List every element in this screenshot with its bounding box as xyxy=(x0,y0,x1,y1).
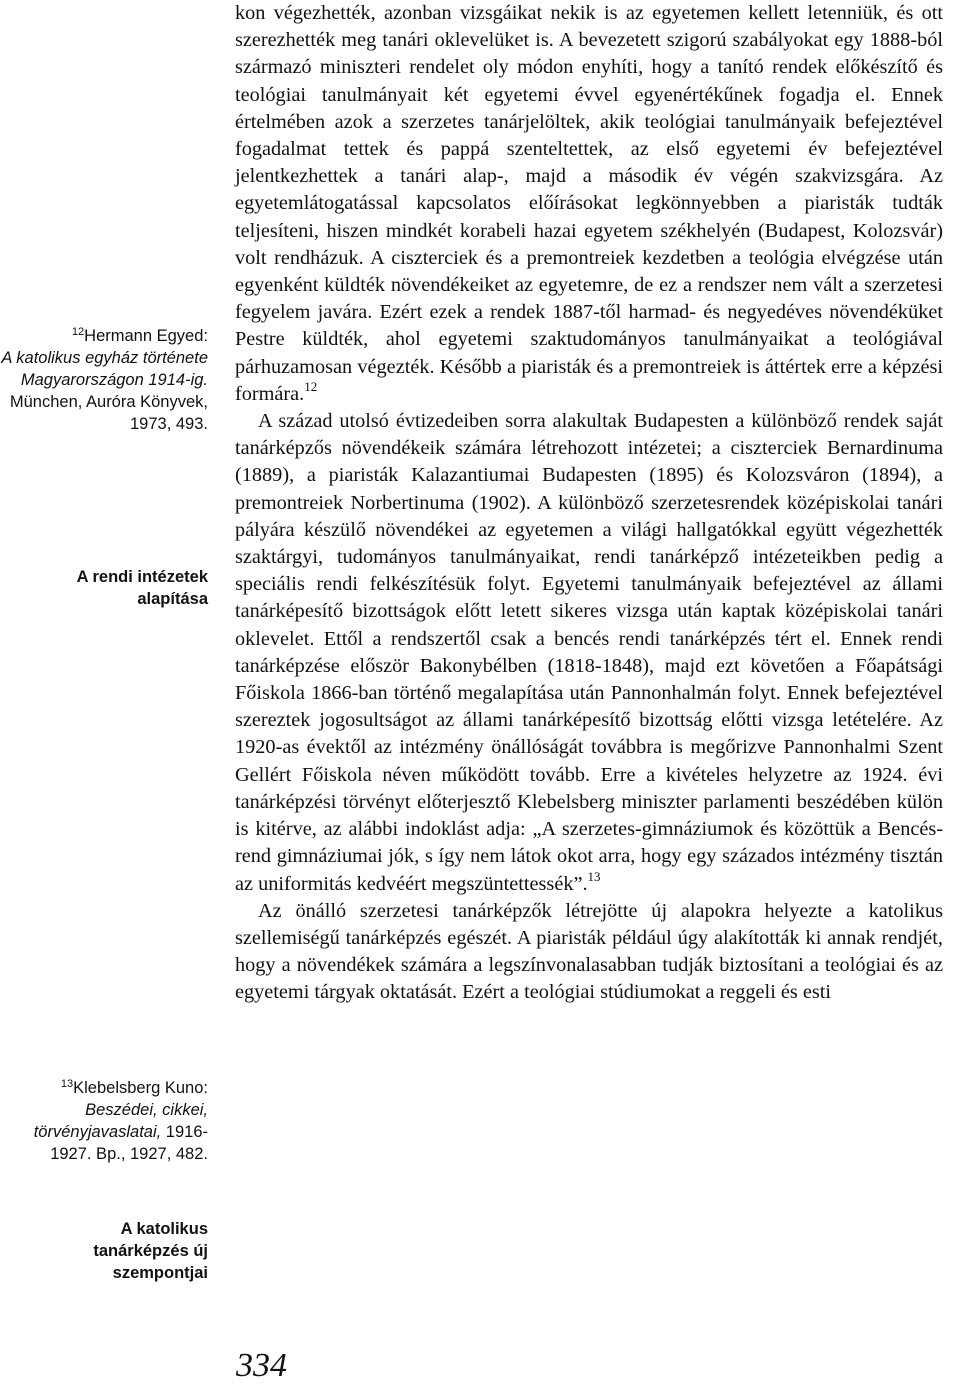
margin-heading-institutes: A rendi intézetek alapítása xyxy=(76,568,208,608)
footnote-title: A katolikus egyház története Magyarországon 1914-ig. xyxy=(1,349,208,389)
paragraph-1 xyxy=(235,0,943,408)
footnote-number: 13 xyxy=(60,1078,74,1090)
paragraph-3 xyxy=(235,898,943,1007)
paragraph-text: A század utolsó évtizedeiben sorra alakultak Budapesten a különböző rendek saját tanárképzős növendékeik számára létrehozott intézetei; a ciszterciek Bernardinuma (1889), a piaristák Kalazantiumai Budapesten (1895) és Kolozsváron (1894), a premontreiek Norbertinuma (1902). A különböző szerzetesrendek középiskolai tanári pályára készülő növendékei az egyetemen a világi hallgatókkal együtt végezhették szaktárgyi, tudományos tanulmányaikat, rendi tanárképző intézeteikben pedig a speciális rendi felkészítésük folyt. Egyetemi tanulmányaik befejeztével az állami tanárképesítő bizottságok előtt letett sikeres vizsga után kaptak középiskolai tanári oklevelet. Ettől a rendszertől csak a bencés rendi tanárképzés tért el. Ennek rendi tanárképzése először Bakonybélben (1818-1848), majd ezt követően a Főapátsági Főiskola 1866-ban történő megalapítása után Pannonhalmán folyt. Ennek befejeztével szereztek jogosultságot az állami tanárképesítő bizottság előtti vizsga letételére. Az 1920-as évektől az intézmény önállóságát továbbra is megőrizve Pannonhalmi Szent Gellért Főiskola néven működött tovább. Erre a kivételes helyzetre az 1924. évi tanárképzési törvényt előterjesztő Klebelsberg miniszter parlamenti beszédében külön is kitérve, az alábbi indoklást adja: „A szerzetes-gimnáziumok és közöttük a Bencés-rend gimnáziumai jók, s így nem látok okot arra, hogy egy százados intézmény tisztán az uniformitás kedvéért megszüntettessék”. xyxy=(235,410,943,895)
paragraph-text: Az önálló szerzetesi tanárképzők létrejötte új alapokra helyezte a katolikus szellemiségű tanárképzés egészét. A piaristák például úgy alakították ki annak rendjét, hogy a növendékek számára a legszínvonalasabban tudják biztosítani a teológiai és az egyetemi tárgyak oktatását. Ezért a teológiai stúdiumokat a reggeli és esti xyxy=(235,899,943,1004)
paragraph-2 xyxy=(235,408,943,898)
paragraph-text: kon végezhették, azonban vizsgáikat nekik is az egyetemen kellett letenniük, és ott szerezhették meg tanári oklevelüket is. A bevezetett szigorú szabályokat egy 1888-ból származó miniszteri rendelet oly módon enyhíti, hogy a tanító rendek előkészítő és teológiai tanulmányait két egyetemi évvel egyenértékűnek fogadja el. Ennek értelmében azok a szerzetes tanárjelöltek, akik teológiai tanulmányaik befejeztével fogadalmat tettek és pappá szenteltettek, az első egyetemi év befejeztével jelentkezhettek a tanári alap-, majd a második év végén szakvizsgára. Az egyetemlátogatással kapcsolatos előírásokat legkönnyebben a piaristák tudták teljesíteni, hiszen mindkét korabeli hazai egyetem székhelyén (Budapest, Kolozsvár) volt rendházuk. A ciszterciek és a premontreiek kezdetben a teológia elvégzése után egyenként küldték növendékeiket az egyetemre, de ez a rendszer nem vált a szerzetesi fegyelem javára. Ezért ezek a rendek 1887-től harmad- és negyedéves növendéküket Pestre küldték, ahol egyetemi szaktudományos tanulmányaikat a teológiával párhuzamosan végezték. Később a piaristák és a premontreiek is áttértek erre a képzési formára. xyxy=(235,2,943,405)
margin-heading-new-aspects: A katolikus tanárképzés új szempontjai xyxy=(93,1220,208,1282)
footnote-number: 12 xyxy=(71,326,85,338)
footnote-title: Beszédei, cikkei, törvényjavaslatai, xyxy=(33,1101,208,1141)
footnote-author: Klebelsberg Kuno: xyxy=(73,1079,208,1097)
footnote-publication: 1916-1927. Bp., 1927, 482. xyxy=(50,1123,208,1163)
footnote-author: Hermann Egyed: xyxy=(84,327,208,345)
page-number: 334 xyxy=(236,1347,287,1384)
footnote-ref-13[interactable]: 13 xyxy=(587,868,601,884)
body-text xyxy=(235,0,943,1007)
margin-column xyxy=(0,0,213,1390)
footnote-publication: München, Auróra Könyvek, 1973, 493. xyxy=(9,393,208,433)
footnote-12 xyxy=(0,325,208,435)
footnote-13 xyxy=(0,1077,208,1165)
footnote-ref-12[interactable]: 12 xyxy=(304,378,318,394)
